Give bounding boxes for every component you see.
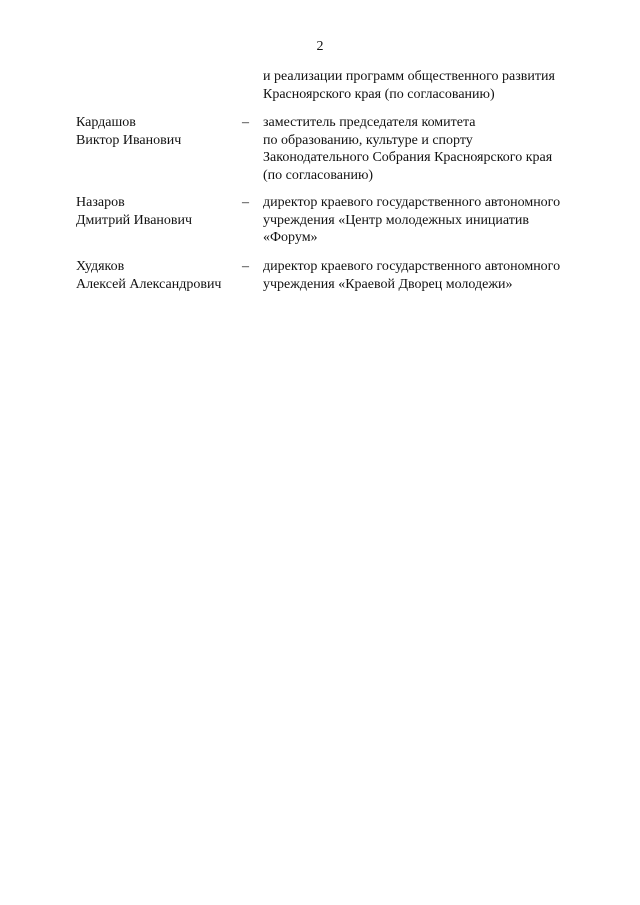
member-surname: Назаров — [76, 195, 125, 210]
member-name — [76, 114, 246, 149]
entry-dash: – — [242, 259, 249, 274]
member-name — [76, 194, 246, 229]
position-line: Законодательного Собрания Красноярского края — [263, 150, 553, 165]
member-name — [76, 258, 246, 293]
position-line: директор краевого государственного автономного — [263, 259, 561, 274]
continuation-line: Красноярского края (по согласованию) — [263, 86, 495, 102]
member-given-names: Дмитрий Иванович — [76, 212, 193, 228]
page-number: 2 — [316, 39, 324, 54]
member-position — [263, 194, 623, 247]
continuation-text — [263, 68, 623, 103]
member-position — [263, 114, 623, 184]
position-line: директор краевого государственного автономного — [263, 195, 561, 210]
position-line: (по согласованию) — [263, 167, 374, 183]
entry-dash: – — [242, 115, 249, 130]
member-surname: Кардашов — [76, 115, 136, 130]
member-surname: Худяков — [76, 259, 125, 274]
position-line: «Форум» — [263, 230, 318, 245]
continuation-line: и реализации программ общественного развития — [263, 69, 555, 84]
member-position — [263, 258, 623, 293]
member-given-names: Алексей Александрович — [76, 276, 222, 292]
position-line: учреждения «Центр молодежных инициатив — [263, 212, 529, 228]
entry-dash: – — [242, 195, 249, 210]
position-line: заместитель председателя комитета — [263, 115, 476, 130]
position-line: учреждения «Краевой Дворец молодежи» — [263, 276, 513, 292]
position-line: по образованию, культуре и спорту — [263, 132, 473, 148]
member-given-names: Виктор Иванович — [76, 132, 182, 148]
